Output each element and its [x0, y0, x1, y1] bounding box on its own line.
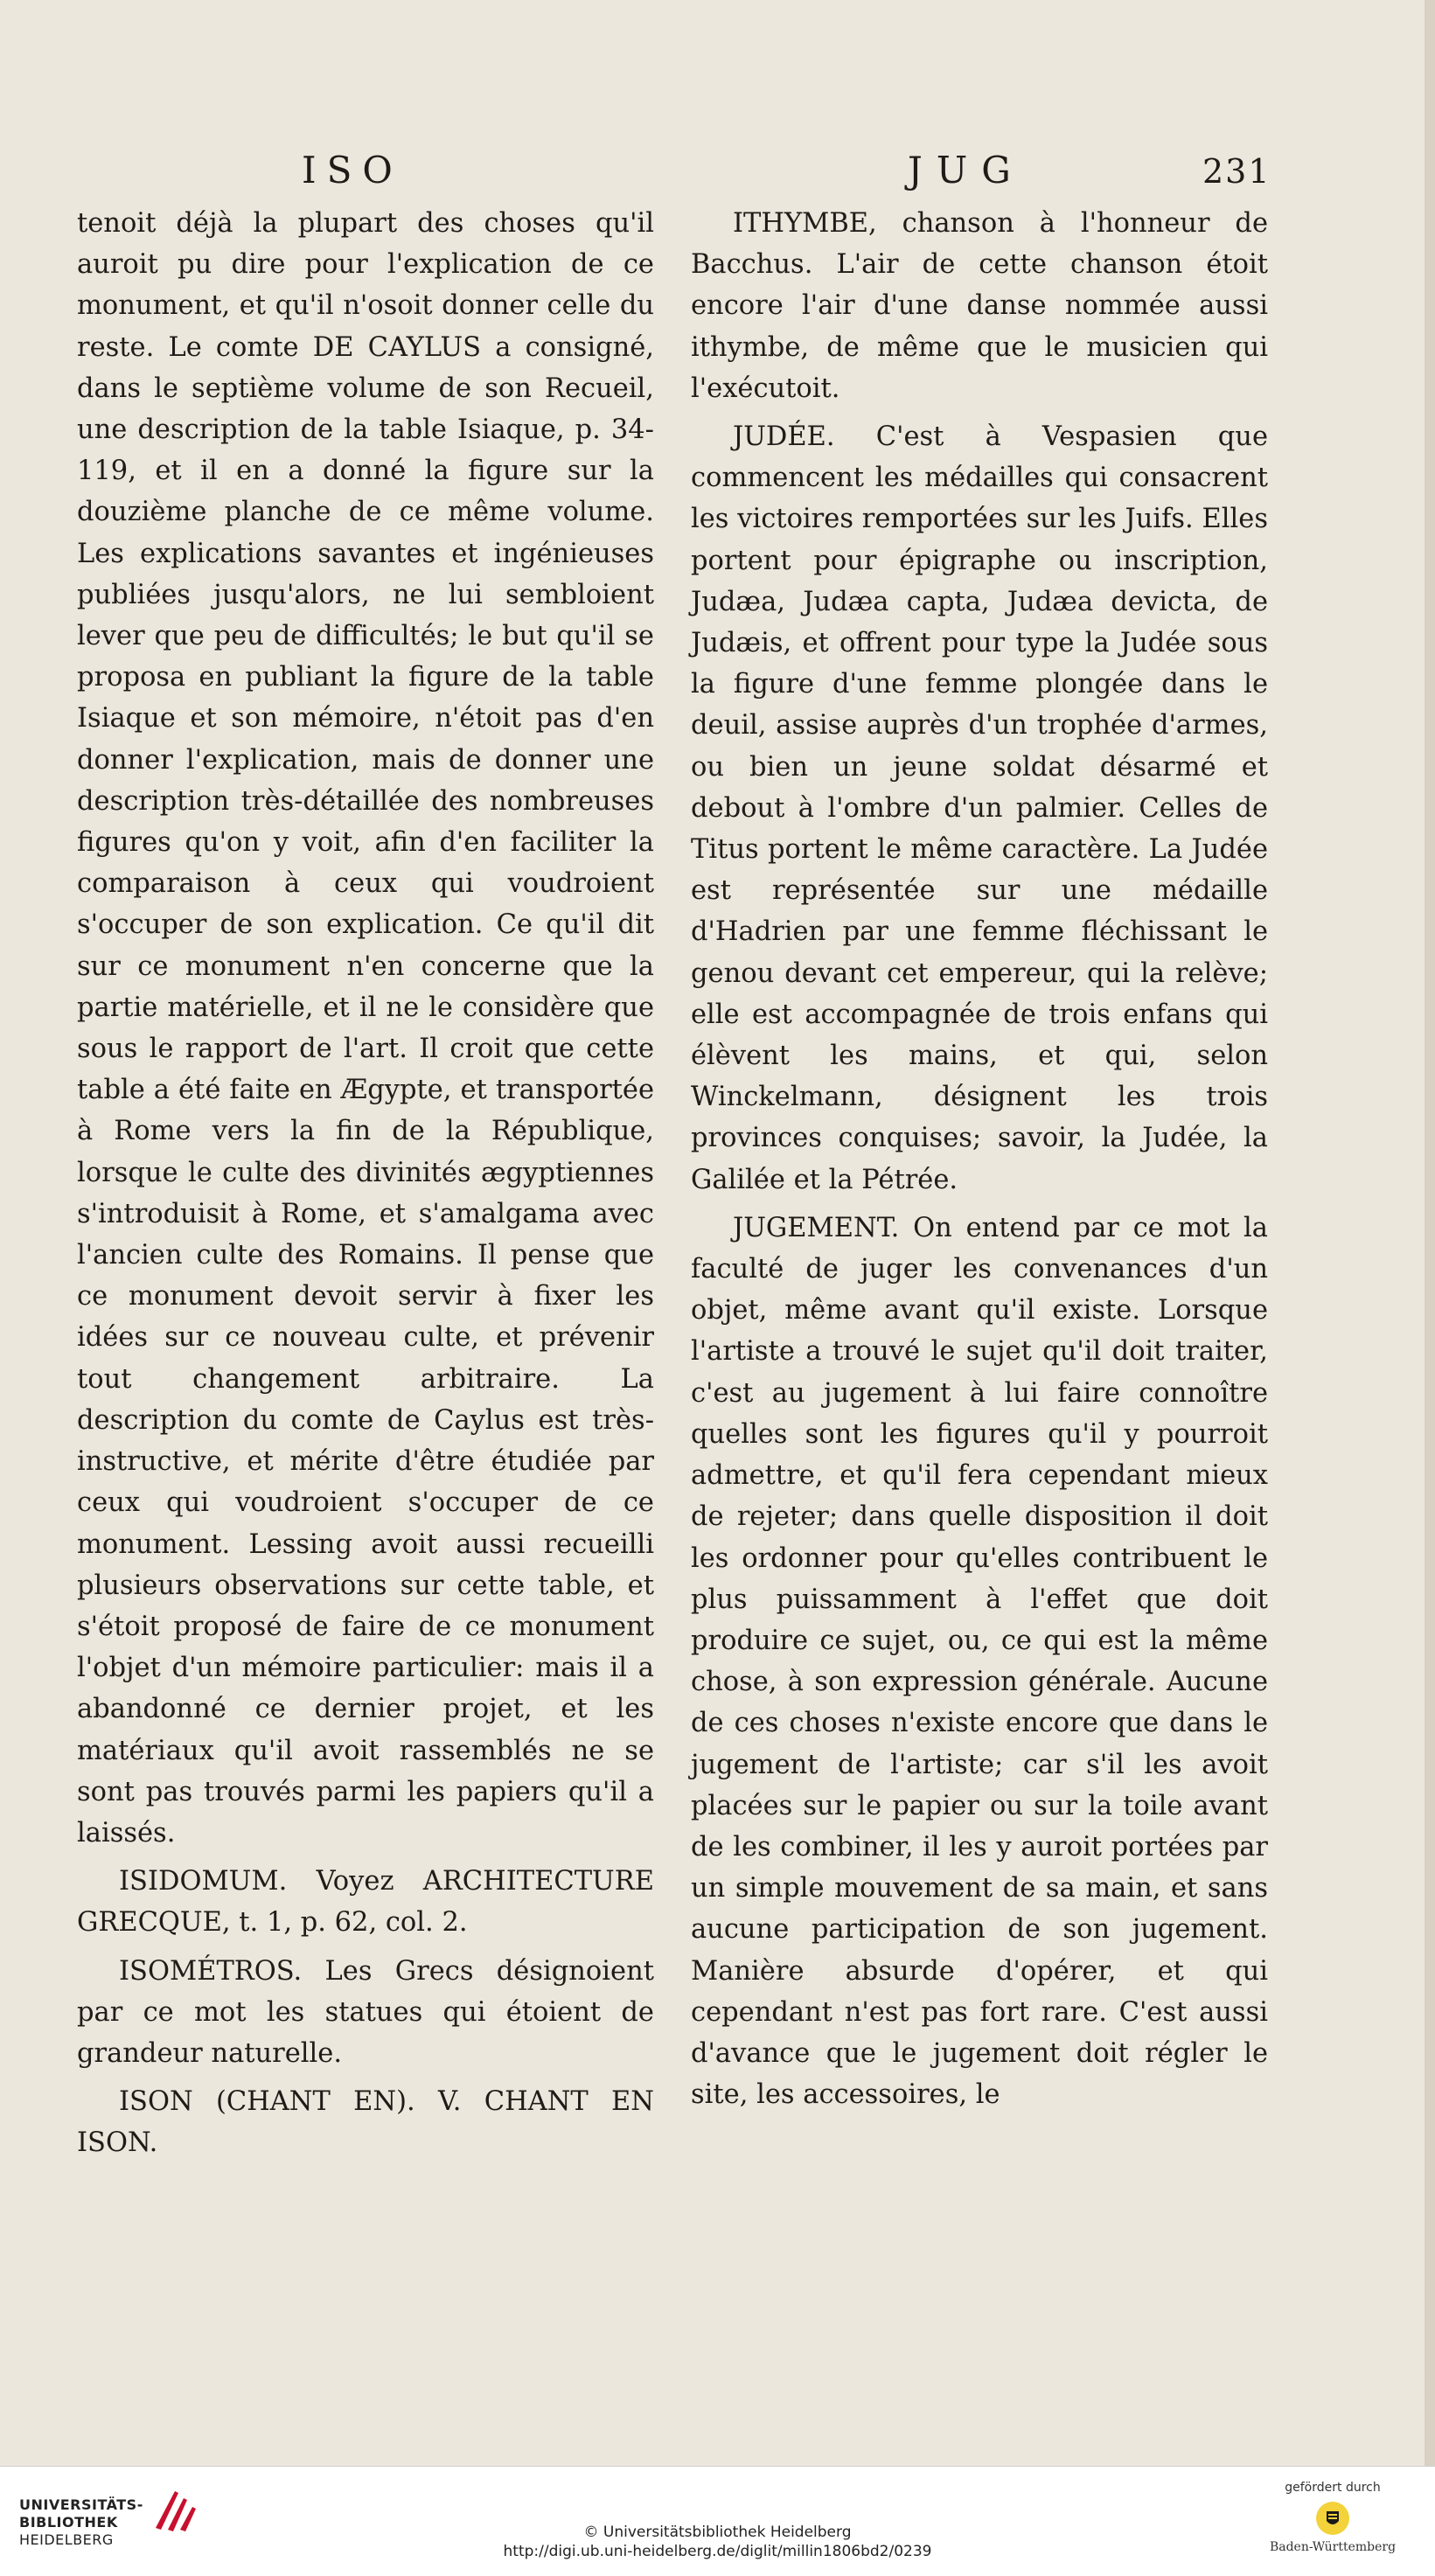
page-edge — [1425, 0, 1435, 2466]
right-column — [691, 203, 1268, 2115]
logo-line-2: BIBLIOTHEK — [19, 2514, 118, 2531]
logo-line-3: HEIDELBERG — [19, 2531, 114, 2548]
funded-by-label: gefördert durch — [1285, 2481, 1381, 2495]
page-number: 231 — [1202, 152, 1271, 191]
entry-ithymbe: ITHYMBE, chanson à l'honneur de Bacchus. L'air de cette chanson étoit encore l'air d'une danse nommée aussi ithymbe, de même que le musicien qui l'exécutoit. — [691, 208, 1268, 404]
entry-ison: ISON (CHANT EN). V. CHANT EN ISON. — [77, 2086, 654, 2159]
funding-block — [1250, 2481, 1416, 2554]
paragraph-isis-table: tenoit déjà la plupart des choses qu'il auroit pu dire pour l'explication de ce monument, et qu'il n'osoit donner celle du reste. Le comte DE CAYLUS a consigné, dans le septième volume de son Recueil, une description de la table Isiaque, p. 34-119, et il en a donné la figure sur la douzième planche de ce même volume. Les explications savantes et ingénieuses publiées jusqu'alors, ne lui sembloient lever que peu de difficultés; le but qu'il se proposa en publiant la figure de la table Isiaque et son mémoire, n'étoit pas d'en donner l'explication, mais de donner une description très-détaillée des nombreuses figures qu'on y voit, afin d'en faciliter la comparaison à ceux qui voudroient s'occuper de son explication. Ce qu'il dit sur ce monument n'en concerne que la partie matérielle, et il ne le considère que sous le rapport de l'art. Il croit que cette table a été faite en Ægypte, et transportée à Rome vers la fin de la République, lorsque le culte des divinités ægyptiennes s'introduisit à Rome, et s'amalgama avec l'ancien culte des Romains. Il pense que ce monument devoit servir à fixer les idées sur ce nouveau culte, et prévenir tout changement arbitraire. La description du comte de Caylus est très-instructive, et mérite d'être étudiée par ceux qui voudroient s'occuper de ce monument. Lessing avoit aussi recueilli plusieurs observations sur cette table, et s'étoit proposé de faire de ce monument l'objet d'un mémoire particulier: mais il a abandonné ce dernier projet, et les matériaux qu'il avoit rassemblés ne se sont pas trouvés parmi les papiers qu'il a laissés. — [77, 208, 654, 1848]
logo-line-1: UNIVERSITÄTS- — [19, 2496, 143, 2513]
running-header — [0, 149, 1435, 210]
entry-isidomum: ISIDOMUM. Voyez ARCHITECTURE GRECQUE, t. 1, p. 62, col. 2. — [77, 1866, 654, 1939]
left-column — [77, 203, 654, 2164]
digitization-footer — [0, 2466, 1435, 2576]
baden-wuerttemberg-crest-icon — [1316, 2502, 1349, 2535]
entry-isometros: ISOMÉTROS. Les Grecs désignoient par ce mot les statues qui étoient de grandeur naturelle. — [77, 1955, 654, 2069]
entry-judee: JUDÉE. C'est à Vespasien que commencent les médailles qui consacrent les victoires remportées sur les Juifs. Elles portent pour épigraphe ou inscription, Judæa, Judæa capta, Judæa devicta, de Judæis, et offrent pour type la Judée sous la figure d'une femme plongée dans le deuil, assise auprès d'un trophée d'armes, ou bien un jeune soldat désarmé et debout à l'ombre d'un palmier. Celles de Titus portent le même caractère. La Judée est représentée sur une médaille d'Hadrien par une femme fléchissant le genou devant cet empereur, qui la relève; elle est accompagnée de trois enfans qui élèvent les mains, et qui, selon Winckelmann, désignent les trois provinces conquises; savoir, la Judée, la Galilée et la Pétrée. — [691, 421, 1268, 1195]
header-right-title: JUG — [908, 149, 1025, 191]
header-left-title: ISO — [302, 149, 403, 191]
entry-jugement: JUGEMENT. On entend par ce mot la faculté de juger les convenances d'un objet, même avant qu'il existe. Lorsque l'artiste a trouvé le sujet qu'il doit traiter, c'est au jugement à lui faire connoître quelles sont les figures qu'il y pourroit admettre, et qu'il fera cependant mieux de rejeter; dans quelle disposition il doit les ordonner pour qu'elles contribuent le plus puissamment à l'effet que doit produire ce sujet, ou, ce qui est la même chose, à son expression générale. Aucune de ces choses n'existe encore que dans le jugement de l'artiste; car s'il les avoit placées sur le papier ou sur la toile avant de les combiner, il les y auroit portées par un simple mouvement de sa main, et sans aucune participation de son jugement. Manière absurde d'opérer, et qui cependant n'est pas fort rare. C'est aussi d'avance que le jugement doit régler le site, les accessoires, le — [691, 1212, 1268, 2111]
funder-name: Baden-Württemberg — [1269, 2540, 1397, 2554]
copyright-notice: © Universitätsbibliothek Heidelberg — [583, 2524, 852, 2541]
permalink-url[interactable]: http://digi.ub.uni-heidelberg.de/diglit/millin1806bd2/0239 — [503, 2543, 932, 2560]
